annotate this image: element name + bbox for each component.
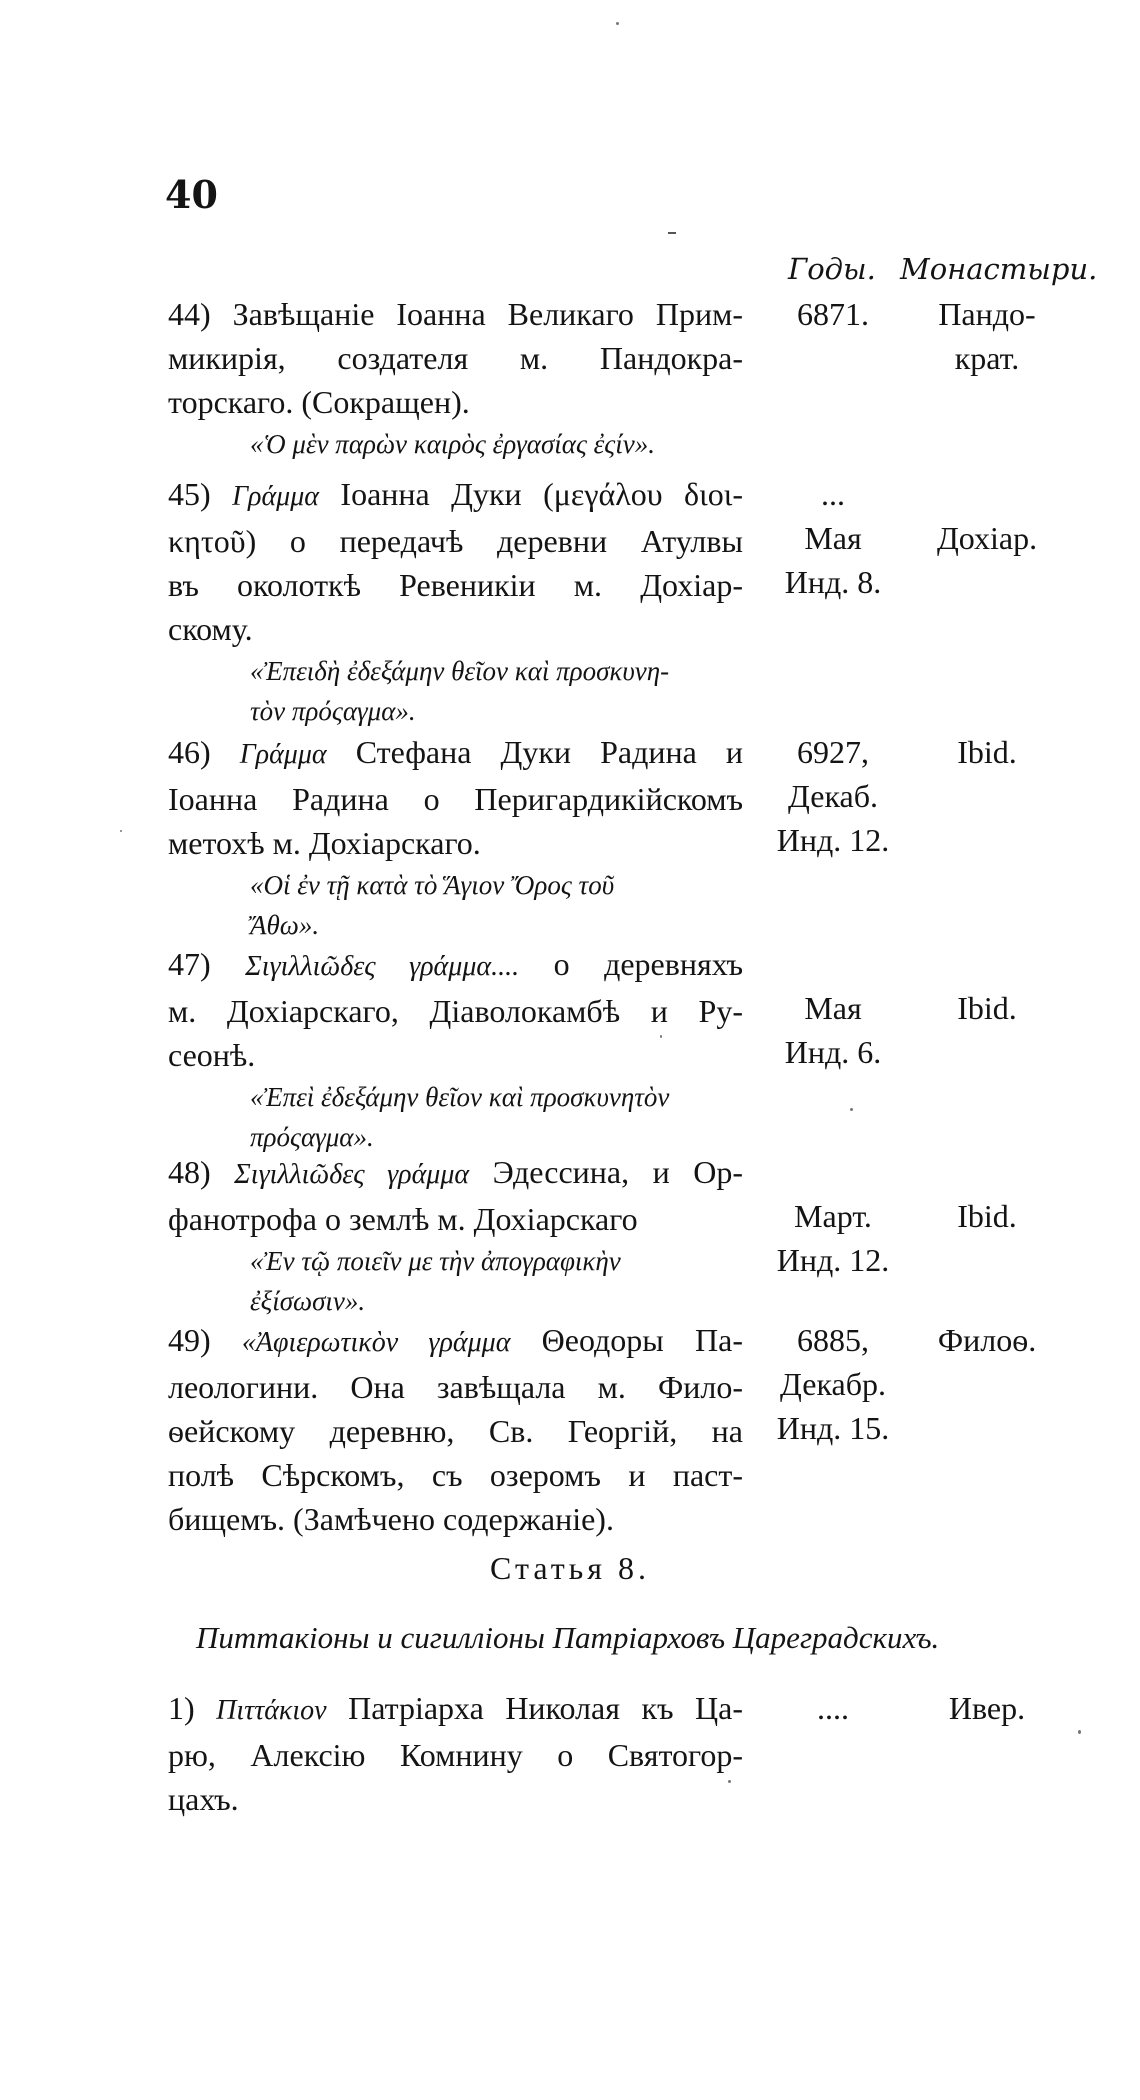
- year-value: 6885,: [797, 1322, 869, 1358]
- entry-years: [758, 1150, 908, 1282]
- year-value: Мая: [804, 520, 862, 556]
- entry-years: [758, 1686, 908, 1730]
- entry-number: 45): [168, 476, 211, 512]
- entry-line: 46) Γράμμα Стефана Дуки Радина и: [168, 734, 744, 770]
- entry-line: 48) Σιγιλλιῶδες γράμμα Эдессина, и Ор-: [168, 1154, 744, 1190]
- entry-monastery: [912, 1686, 1062, 1730]
- greek-incipit-continued: ἐξίσωσιν».: [250, 1286, 366, 1316]
- year-value: Декабр.: [780, 1366, 886, 1402]
- entry-number: 48): [168, 1154, 211, 1190]
- entry-text: [168, 1686, 743, 1821]
- entry-line: 47) Σιγιλλιῶδες γράμμα.... о деревняхъ: [168, 946, 744, 982]
- article-heading: Статья 8.: [490, 1550, 650, 1586]
- entry-line: фанотрофа о землѣ м. Дохіарскаго: [168, 1201, 638, 1237]
- greek-incipit-continued: πρόςαγμα».: [250, 1122, 374, 1152]
- greek-incipit-continued: τὸν πρόςαγμα».: [250, 696, 416, 726]
- entry-line: Іоанна Радина о Перигардикійскомъ: [168, 781, 743, 817]
- entry-line: метохѣ м. Дохіарскаго.: [168, 825, 481, 861]
- monastery-value: Филоѳ.: [937, 1322, 1037, 1358]
- entry-line: 44) Завѣщаніе Іоанна Великаго Прим-: [168, 296, 743, 332]
- entry-years: [758, 942, 908, 1074]
- section-title: Питтакіоны и сигилліоны Патріарховъ Цареградскихъ.: [196, 1620, 940, 1655]
- entry-text: [168, 730, 743, 945]
- year-value: 6871.: [797, 296, 869, 332]
- entry-line: κητοῦ) о передачѣ деревни Атулвы: [168, 523, 743, 559]
- entry-line: 1) Πιττάκιον Патріарха Николая къ Ца-: [168, 1690, 744, 1726]
- monastery-value: Ibid.: [957, 990, 1017, 1026]
- year-value: 6927,: [797, 734, 869, 770]
- entry-number: 49): [168, 1322, 211, 1358]
- print-mark: [668, 232, 676, 234]
- entry-line: рю, Алексію Комнину о Святогор-: [168, 1737, 743, 1773]
- entry-text: [168, 1318, 743, 1541]
- year-value: Инд. 8.: [784, 564, 882, 600]
- year-value: Инд. 15.: [776, 1410, 890, 1446]
- entry-number: 47): [168, 946, 211, 982]
- year-value: ...: [821, 476, 845, 512]
- entry-number: 1): [168, 1690, 195, 1726]
- greek-term: Γράμμα: [239, 739, 327, 770]
- paper-speck: [616, 22, 619, 25]
- entry-years: [758, 1318, 908, 1450]
- monastery-value: Ibid.: [957, 734, 1017, 770]
- entry-line: 49) «Ἀφιερωτικὸν γράμμα Θеодоры Па-: [168, 1322, 743, 1358]
- paper-speck: [120, 830, 122, 832]
- entry-line: цахъ.: [168, 1781, 239, 1817]
- monastery-value: Дохіар.: [936, 520, 1038, 556]
- entry-line: леологини. Она завѣщала м. Фило-: [168, 1369, 743, 1405]
- entry-line: ѳейскому деревню, Св. Георгій, на: [168, 1413, 743, 1449]
- monastery-value: Ивер.: [948, 1690, 1026, 1726]
- entry-monastery: [912, 1150, 1062, 1238]
- entry-monastery: [912, 942, 1062, 1030]
- year-value: Инд. 12.: [776, 1242, 890, 1278]
- entry-line: бищемъ. (Замѣчено содержаніе).: [168, 1501, 614, 1537]
- greek-incipit: «Οἱ ἐν τῇ κατὰ τὸ Ἅγιον Ὄρος τοῦ: [250, 870, 615, 900]
- entry-number: 44): [168, 296, 211, 332]
- year-value: Март.: [794, 1198, 872, 1234]
- entry-line: м. Дохіарскаго, Діаволокамбѣ и Ру-: [168, 993, 743, 1029]
- monastery-value: крат.: [954, 340, 1020, 376]
- entry-line: микирія, создателя м. Пандокра-: [168, 340, 743, 376]
- page-number: 40: [165, 172, 218, 217]
- entry-text: [168, 472, 743, 731]
- year-value: Мая: [804, 990, 862, 1026]
- entry-years: [758, 730, 908, 862]
- greek-term: «Ἀφιερωτικὸν γράμμα: [241, 1327, 511, 1358]
- greek-incipit: «Ὁ μὲν παρὼν καιρὸς ἐργασίας ἐςίν».: [250, 429, 655, 459]
- entry-years: [758, 472, 908, 604]
- entry-line: сеонѣ.: [168, 1037, 256, 1073]
- greek-term: Πιττάκιον: [216, 1695, 327, 1726]
- year-value: Декаб.: [788, 778, 878, 814]
- monastery-value: Пандо-: [938, 296, 1036, 332]
- greek-incipit-continued: Ἄθω».: [250, 910, 320, 940]
- year-value: ....: [817, 1690, 849, 1726]
- entry-line: 45) Γράμμα Іоанна Дуки (μεγάλου διοι-: [168, 476, 743, 512]
- entry-text: [168, 1150, 743, 1321]
- entry-monastery: [912, 730, 1062, 774]
- entry-line: торскаго. (Сокращен).: [168, 384, 470, 420]
- year-value: Инд. 12.: [776, 822, 890, 858]
- paper-speck: [660, 1035, 662, 1038]
- column-header-years: Годы.: [788, 252, 876, 286]
- column-header-monasteries: Монастыри.: [900, 252, 1098, 286]
- paper-speck: [1078, 1730, 1081, 1734]
- greek-incipit: «Ἐν τῷ ποιεῖν με τὴν ἀπογραφικὴν: [250, 1246, 621, 1276]
- entry-number: 46): [168, 734, 211, 770]
- greek-term: Γράμμα: [232, 481, 319, 512]
- greek-term: Σιγιλλιῶδες γράμμα....: [245, 951, 520, 982]
- entry-years: [758, 292, 908, 336]
- entry-monastery: [912, 472, 1062, 560]
- entry-text: [168, 292, 743, 464]
- entry-text: [168, 942, 743, 1157]
- paper-speck: [728, 1780, 731, 1783]
- paper-speck: [850, 1108, 853, 1111]
- entry-monastery: [912, 1318, 1062, 1362]
- entry-line: полѣ Сѣрскомъ, съ озеромъ и паст-: [168, 1457, 743, 1493]
- entry-line: скому.: [168, 611, 253, 647]
- entry-line: въ околоткѣ Ревеникіи м. Дохіар-: [168, 567, 743, 603]
- entry-monastery: [912, 292, 1062, 380]
- greek-term: Σιγιλλιῶδες γράμμα: [234, 1159, 470, 1190]
- monastery-value: Ibid.: [957, 1198, 1017, 1234]
- year-value: Инд. 6.: [784, 1034, 882, 1070]
- greek-incipit: «Ἐπεὶ ἐδεξάμην θεῖον καὶ προσκυνητὸν: [250, 1082, 670, 1112]
- greek-incipit: «Ἐπειδὴ ἐδεξάμην θεῖον καὶ προσκυνη-: [250, 656, 670, 686]
